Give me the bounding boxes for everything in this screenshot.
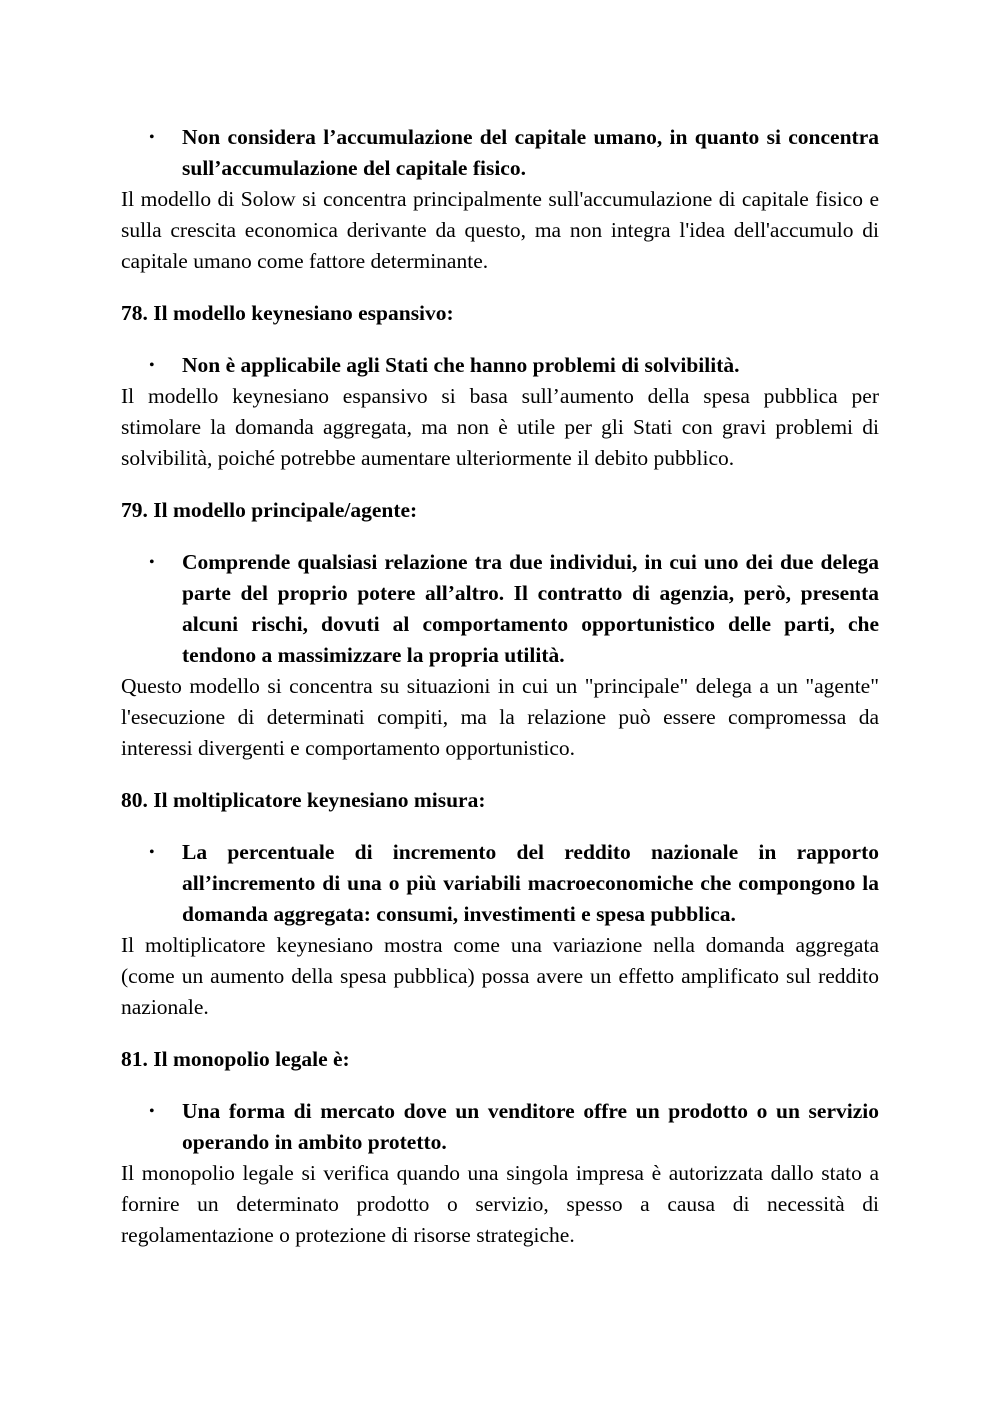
answer-explanation: Il monopolio legale si verifica quando una singola impresa è autorizzata dallo stato a fornire un determinato prodotto o servizio, spesso a causa di necessità di regolamentazione o protezione di risorse strategiche. — [121, 1161, 879, 1247]
bullet-icon: • — [149, 129, 155, 146]
question-heading: 78. Il modello keynesiano espansivo: — [121, 301, 454, 325]
bullet-icon: • — [149, 1103, 155, 1120]
answer-bullet — [121, 837, 879, 930]
document-content — [121, 122, 879, 1251]
answer-text: Comprende qualsiasi relazione tra due individui, in cui uno dei due delega parte del proprio potere all’altro. Il contratto di agenzia, però, presenta alcuni rischi, dovuti al comportamento opportunistico delle parti, che tendono a massimizzare la propria utilità. — [182, 550, 879, 667]
bullet-icon: • — [149, 844, 155, 861]
question-heading: 81. Il monopolio legale è: — [121, 1047, 350, 1071]
bullet-icon: • — [149, 357, 155, 374]
question-block — [121, 785, 879, 1023]
answer-text: La percentuale di incremento del reddito nazionale in rapporto all’incremento di una o più variabili macroeconomiche che compongono la domanda aggregata: consumi, investimenti e spesa pubblica. — [182, 840, 879, 926]
bullet-icon: • — [149, 554, 155, 571]
question-block — [121, 495, 879, 764]
question-heading: 80. Il moltiplicatore keynesiano misura: — [121, 788, 486, 812]
answer-bullet — [121, 350, 879, 381]
question-heading: 79. Il modello principale/agente: — [121, 498, 418, 522]
answer-text: Non è applicabile agli Stati che hanno problemi di solvibilità. — [182, 353, 740, 377]
answer-explanation: Il modello keynesiano espansivo si basa sull’aumento della spesa pubblica per stimolare la domanda aggregata, ma non è utile per gli Stati con gravi problemi di solvibilità, poiché potrebbe aumentare ulteriormente il debito pubblico. — [121, 384, 879, 470]
answer-explanation: Il moltiplicatore keynesiano mostra come una variazione nella domanda aggregata (come un aumento della spesa pubblica) possa avere un effetto amplificato sul reddito nazionale. — [121, 933, 879, 1019]
answer-bullet — [121, 547, 879, 671]
answer-text: Una forma di mercato dove un venditore offre un prodotto o un servizio operando in ambito protetto. — [182, 1099, 879, 1154]
answer-text: Non considera l’accumulazione del capitale umano, in quanto si concentra sull’accumulazione del capitale fisico. — [182, 125, 879, 180]
answer-bullet — [121, 1096, 879, 1158]
question-block — [121, 298, 879, 474]
answer-bullet — [121, 122, 879, 184]
question-block — [121, 1044, 879, 1251]
answer-explanation: Il modello di Solow si concentra principalmente sull'accumulazione di capitale fisico e sulla crescita economica derivante da questo, ma non integra l'idea dell'accumulo di capitale umano come fattore determinante. — [121, 187, 879, 273]
answer-explanation: Questo modello si concentra su situazioni in cui un "principale" delega a un "agente" l'esecuzione di determinati compiti, ma la relazione può essere compromessa da interessi divergenti e comportamento opportunistico. — [121, 674, 879, 760]
